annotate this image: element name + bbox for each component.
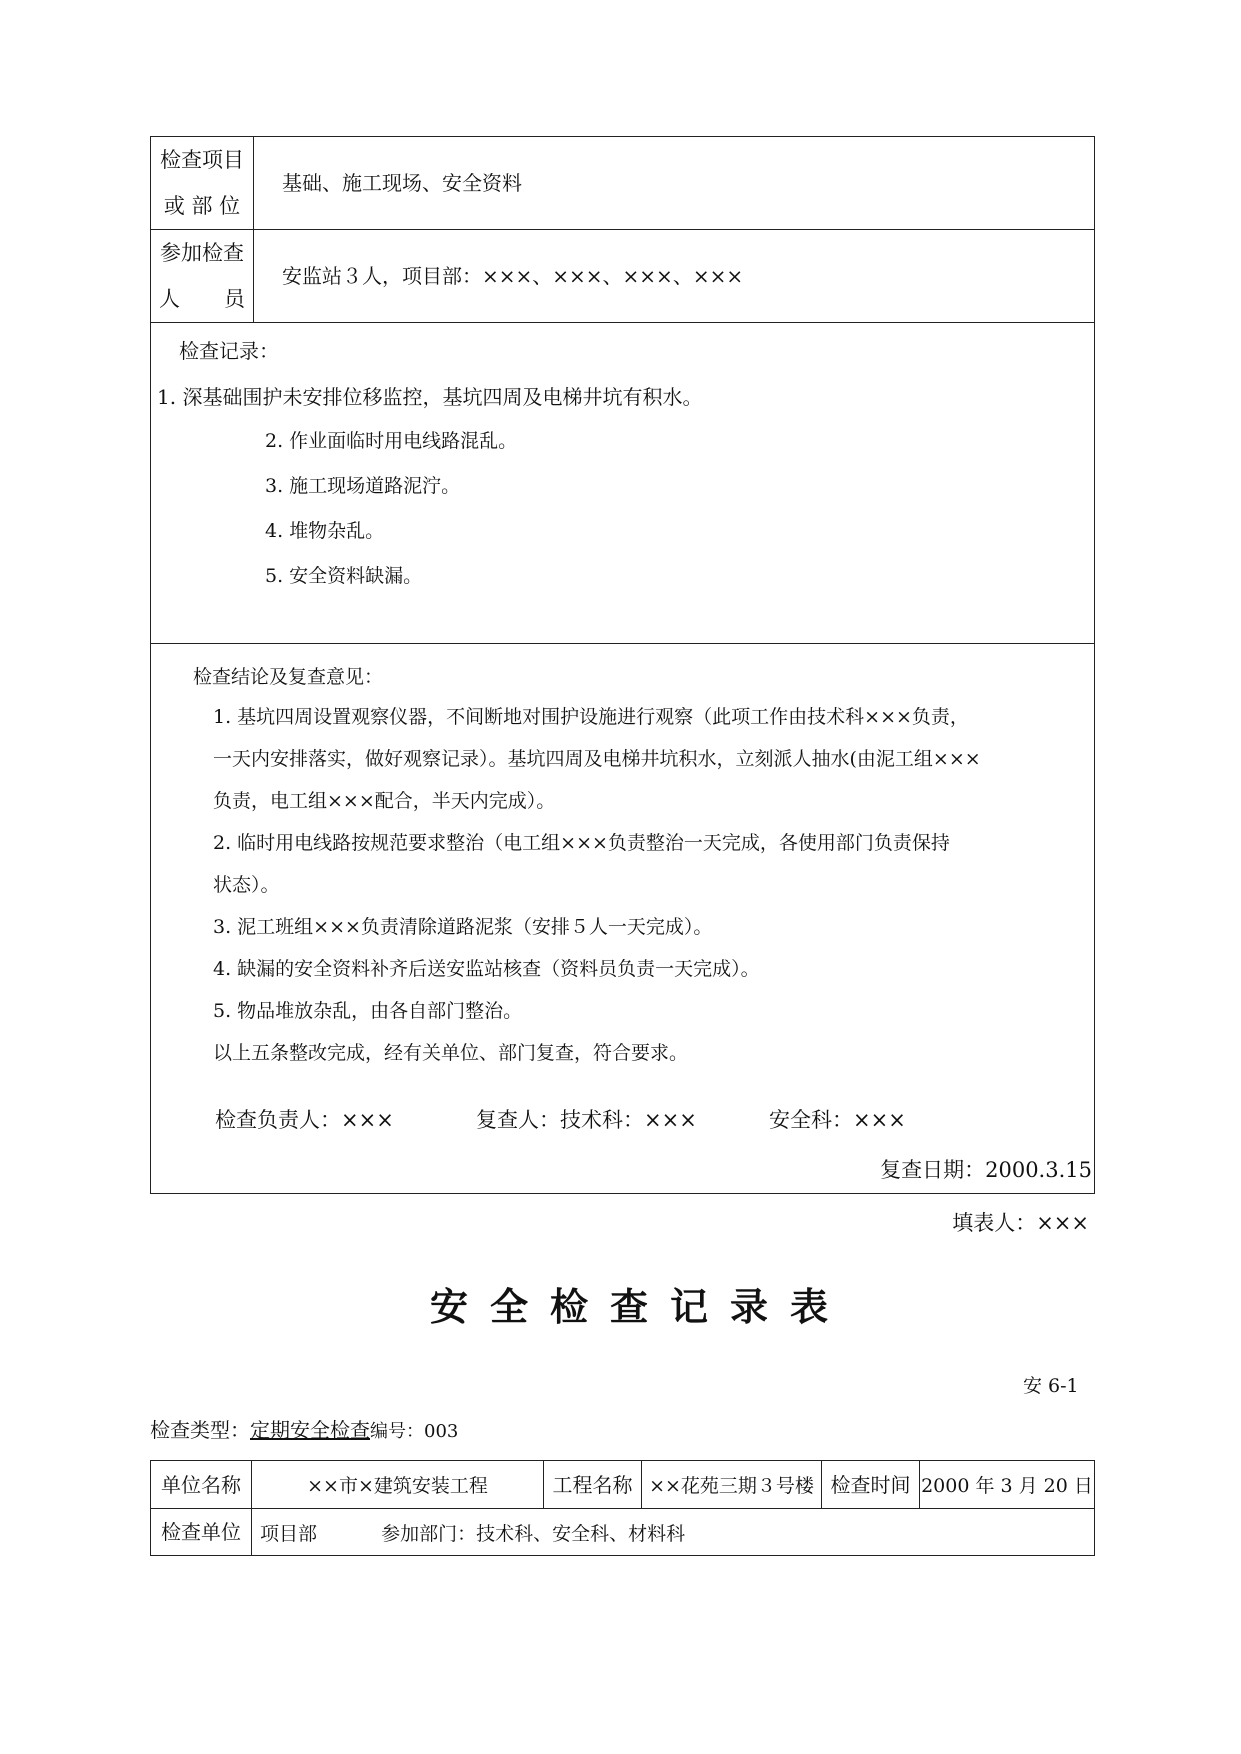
record-item: 3. 施工现场道路泥泞。 bbox=[265, 475, 461, 497]
conclusion-line: 1. 基坑四周设置观察仪器，不间断地对围护设施进行观察（此项工作由技术科×××负责， bbox=[213, 706, 969, 728]
participants-value-cell bbox=[254, 230, 1095, 323]
conclusion-heading: 检查结论及复查意见： bbox=[193, 666, 384, 688]
label-line: 检查项目 bbox=[160, 148, 244, 172]
participating-departments: 参加部门：技术科、安全科、材料科 bbox=[381, 1522, 686, 1545]
inspector-details bbox=[252, 1509, 1095, 1556]
record-item: 5. 安全资料缺漏。 bbox=[265, 565, 423, 587]
conclusion-row bbox=[151, 644, 1095, 1194]
conclusion-line: 4. 缺漏的安全资料补齐后送安监站核查（资料员负责一天完成）。 bbox=[213, 958, 760, 980]
inspection-item-value-cell bbox=[254, 137, 1095, 230]
filled-by: 填表人：××× bbox=[952, 1211, 1089, 1235]
label-line: 人 员 bbox=[159, 287, 245, 311]
record-item: 1. 深基础围护未安排位移监控，基坑四周及电梯井坑有积水。 bbox=[157, 385, 703, 409]
inspection-item-label bbox=[151, 137, 254, 230]
check-time-value: 2000 年 3 月 20 日 bbox=[920, 1461, 1095, 1509]
check-time-label: 检查时间 bbox=[822, 1461, 920, 1509]
participants-value: 安监站３人，项目部：×××、×××、×××、××× bbox=[282, 264, 744, 288]
number-label: 编号：003 bbox=[370, 1421, 459, 1442]
review-date: 复查日期：2000.3.15 bbox=[880, 1158, 1092, 1182]
conclusion-line: 状态）。 bbox=[213, 874, 280, 896]
inspector-unit-label: 检查单位 bbox=[151, 1509, 252, 1556]
conclusion-line: 3. 泥工班组×××负责清除道路泥浆（安排５人一天完成）。 bbox=[213, 916, 713, 938]
unit-name-label: 单位名称 bbox=[151, 1461, 252, 1509]
check-type-label: 检查类型： bbox=[150, 1418, 250, 1442]
conclusion-line: 负责，电工组×××配合，半天内完成）。 bbox=[213, 790, 556, 812]
unit-row bbox=[151, 1461, 1095, 1509]
inspector-unit-value: 项目部 bbox=[260, 1522, 318, 1545]
conclusion-cell bbox=[151, 644, 1095, 1194]
record-row bbox=[151, 323, 1095, 644]
record-heading: 检查记录： bbox=[179, 339, 279, 363]
inspection-item-value: 基础、施工现场、安全资料 bbox=[282, 171, 522, 195]
label-line: 或 部 位 bbox=[163, 194, 241, 218]
record-cell bbox=[151, 323, 1095, 644]
record-item: 2. 作业面临时用电线路混乱。 bbox=[265, 430, 518, 452]
upper-inspection-table bbox=[150, 136, 1095, 1194]
inspection-item-row bbox=[151, 137, 1095, 230]
inspector-row bbox=[151, 1509, 1095, 1556]
label-line: 参加检查 bbox=[160, 241, 244, 265]
conclusion-line: 2. 临时用电线路按规范要求整治（电工组×××负责整治一天完成，各使用部门负责保持 bbox=[213, 832, 950, 854]
responsible-person: 检查负责人：××× bbox=[215, 1108, 394, 1132]
form-title: 安全检查记录表 bbox=[430, 1284, 851, 1329]
conclusion-line: 以上五条整改完成，经有关单位、部门复查，符合要求。 bbox=[213, 1042, 689, 1064]
project-name-value: ××花苑三期３号楼 bbox=[642, 1461, 822, 1509]
check-type-line bbox=[150, 1414, 458, 1443]
form-code: 安 6-1 bbox=[1023, 1375, 1079, 1397]
project-name-label: 工程名称 bbox=[544, 1461, 642, 1509]
conclusion-line: 一天内安排落实，做好观察记录）。基坑四周及电梯井坑积水，立刻派人抽水(由泥工组××× bbox=[213, 748, 981, 770]
record-item: 4. 堆物杂乱。 bbox=[265, 520, 385, 542]
participants-label bbox=[151, 230, 254, 323]
lower-inspection-table bbox=[150, 1460, 1095, 1556]
unit-name-value: ××市×建筑安装工程 bbox=[252, 1461, 544, 1509]
reviewer: 复查人：技术科：××× bbox=[476, 1108, 697, 1132]
conclusion-line: 5. 物品堆放杂乱，由各自部门整治。 bbox=[213, 1000, 523, 1022]
participants-row bbox=[151, 230, 1095, 323]
safety-department: 安全科：××× bbox=[769, 1108, 906, 1132]
check-type-value: 定期安全检查 bbox=[250, 1418, 370, 1442]
